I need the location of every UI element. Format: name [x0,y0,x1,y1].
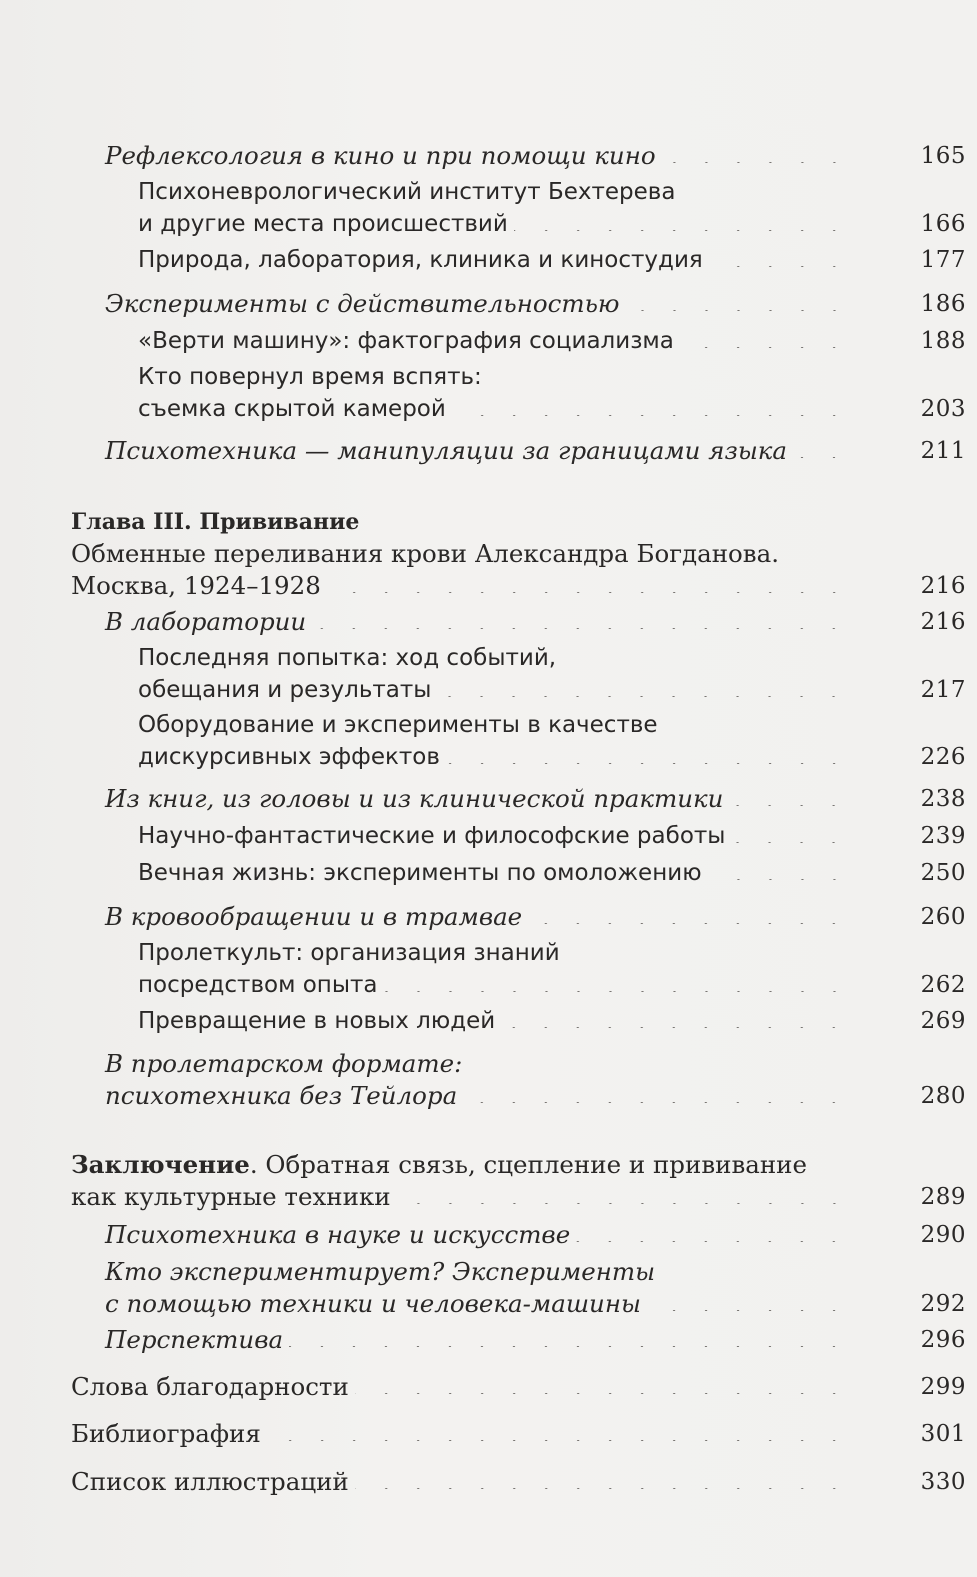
dot-leader [793,457,850,458]
page-number: 269 [920,1008,966,1034]
entry-text: с помощью техники и человека-машины [105,1289,641,1318]
dot-leader [452,415,850,416]
entry-line [71,1149,856,1181]
entry-text: Научно-фантастические и философские работы [138,823,726,849]
toc-entry[interactable] [105,288,966,320]
chapter-intro-entry[interactable] [71,538,966,602]
entry-text: съемка скрытой камерой [138,396,446,422]
toc-entry[interactable] [138,820,966,852]
toc-entry[interactable] [138,937,966,1001]
entry-line [105,1288,856,1320]
page-number: 260 [920,904,966,930]
entry-line [105,288,856,320]
entry-line [138,325,856,357]
dot-leader [680,347,850,348]
entry-text: Рефлексология в кино и при помощи кино [105,141,656,170]
dot-leader [267,1440,850,1441]
page-number: 280 [920,1083,966,1109]
toc-entry[interactable] [105,1324,966,1356]
toc-entry[interactable] [105,140,966,172]
entry-text: Оборудование и эксперименты в качестве [138,712,658,738]
page-number: 301 [920,1421,966,1447]
dot-leader [446,763,850,764]
entry-text: В кровообращении и в трамвае [105,902,523,931]
entry-text: Превращение в новых людей [138,1008,496,1034]
entry-line [71,1181,856,1213]
page-number: 250 [920,860,966,886]
entry-line [71,570,856,602]
entry-line [138,176,856,208]
page-number: 296 [920,1327,966,1353]
page-number: 239 [920,823,966,849]
page-number: 216 [920,573,966,599]
entry-line [105,435,856,467]
dot-leader [729,805,850,806]
entry-line [138,642,856,674]
entry-text: Список иллюстраций [71,1467,349,1496]
conclusion-entry[interactable] [71,1149,966,1213]
page-number: 217 [920,677,966,703]
dot-leader [397,1203,850,1204]
entry-text: В пролетарском формате: [105,1049,463,1078]
entry-line [105,1324,856,1356]
entry-text: Москва, 1924–1928 [71,571,321,600]
page-number: 188 [920,328,966,354]
dot-leader [501,1027,850,1028]
entry-line [71,538,856,570]
dot-leader [463,1102,850,1103]
entry-line [105,140,856,172]
toc-entry[interactable] [105,901,966,933]
entry-text: Кто экспериментирует? Эксперименты [105,1257,656,1286]
toc-entry[interactable] [138,1005,966,1037]
entry-line [105,1048,856,1080]
page-number: 289 [920,1184,966,1210]
dot-leader [528,923,850,924]
toc-entry[interactable] [105,1256,966,1320]
entry-text: и другие места происшествий [138,211,508,237]
dot-leader [355,1488,850,1489]
page-number: 216 [920,609,966,635]
chapter-heading: Глава III. Прививание [71,509,360,535]
entry-text: Перспектива [105,1325,284,1354]
dot-leader [576,1241,850,1242]
entry-text: как культурные техники [71,1182,391,1211]
entry-text: Психотехника — манипуляции за границами языка [105,436,788,465]
toc-entry[interactable] [138,244,966,276]
entry-line [105,1256,856,1288]
toc-entry[interactable] [105,1048,966,1112]
dot-leader [327,592,850,593]
dot-leader [708,879,850,880]
entry-line [138,393,856,425]
page-number: 203 [920,396,966,422]
entry-text: В лаборатории [105,607,307,636]
entry-line [138,741,856,773]
page-number: 186 [920,291,966,317]
dot-leader [662,162,850,163]
dot-leader [312,628,850,629]
entry-line [138,674,856,706]
dot-leader [355,1393,850,1394]
page-number: 165 [920,143,966,169]
entry-line [138,709,856,741]
page-number: 166 [920,211,966,237]
conclusion-label: Заключение [71,1150,250,1179]
entry-line [138,820,856,852]
dot-leader [626,310,851,311]
dot-leader [709,266,850,267]
entry-text: Обменные переливания крови Александра Богданова. [71,539,779,568]
dot-leader [731,842,850,843]
entry-line [138,857,856,889]
dot-leader [289,1346,850,1347]
dot-leader [437,696,850,697]
entry-line [138,969,856,1001]
entry-line [138,1005,856,1037]
entry-line [138,361,856,393]
toc-entry[interactable] [105,783,966,815]
entry-text: Кто повернул время вспять: [138,364,482,390]
entry-text: «Верти машину»: фактография социализма [138,328,674,354]
entry-text: Психоневрологический институт Бехтерева [138,179,676,205]
entry-line [138,244,856,276]
page-number: 292 [920,1291,966,1317]
entry-text: Эксперименты с действительностью [105,289,620,318]
toc-entry[interactable] [138,325,966,357]
page-number: 238 [920,786,966,812]
entry-text: Психотехника в науке и искусстве [105,1220,571,1249]
toc-entry[interactable] [105,435,966,467]
entry-text: психотехника без Тейлора [105,1081,458,1110]
toc-entry[interactable] [138,361,966,425]
entry-text: посредством опыта [138,972,378,998]
entry-text: дискурсивных эффектов [138,744,440,770]
dot-leader [384,991,850,992]
dot-leader [514,230,850,231]
page-number: 177 [920,247,966,273]
entry-line [71,1418,856,1450]
toc-entry[interactable] [138,642,966,706]
toc-entry[interactable] [138,709,966,773]
entry-text: Природа, лаборатория, клиника и киностудия [138,247,703,273]
entry-line [71,1466,856,1498]
page-number: 262 [920,972,966,998]
toc-entry[interactable] [71,1418,966,1450]
toc-entry[interactable] [71,1466,966,1498]
toc-entry[interactable] [71,1371,966,1403]
page-number: 330 [920,1469,966,1495]
page-number: 226 [920,744,966,770]
entry-text: Слова благодарности [71,1372,349,1401]
entry-line [138,937,856,969]
page-number: 299 [920,1374,966,1400]
entry-line [71,1371,856,1403]
entry-text: Из книг, из головы и из клинической практики [105,784,724,813]
entry-text: Библиография [71,1419,261,1448]
entry-line [105,1080,856,1112]
toc-entry[interactable] [138,176,966,240]
entry-text: Последняя попытка: ход событий, [138,645,557,671]
entry-text: . Обратная связь, сцепление и прививание [249,1150,807,1179]
toc-entry[interactable] [105,606,966,638]
entry-line [105,1219,856,1251]
entry-line [138,208,856,240]
toc-entry[interactable] [138,857,966,889]
entry-text: обещания и результаты [138,677,432,703]
entry-line [105,783,856,815]
entry-line [105,606,856,638]
dot-leader [647,1310,850,1311]
entry-text: Вечная жизнь: эксперименты по омоложению [138,860,702,886]
entry-line [105,901,856,933]
page-number: 211 [920,438,966,464]
entry-text: Пролеткульт: организация знаний [138,940,560,966]
toc-entry[interactable] [105,1219,966,1251]
page-number: 290 [920,1222,966,1248]
